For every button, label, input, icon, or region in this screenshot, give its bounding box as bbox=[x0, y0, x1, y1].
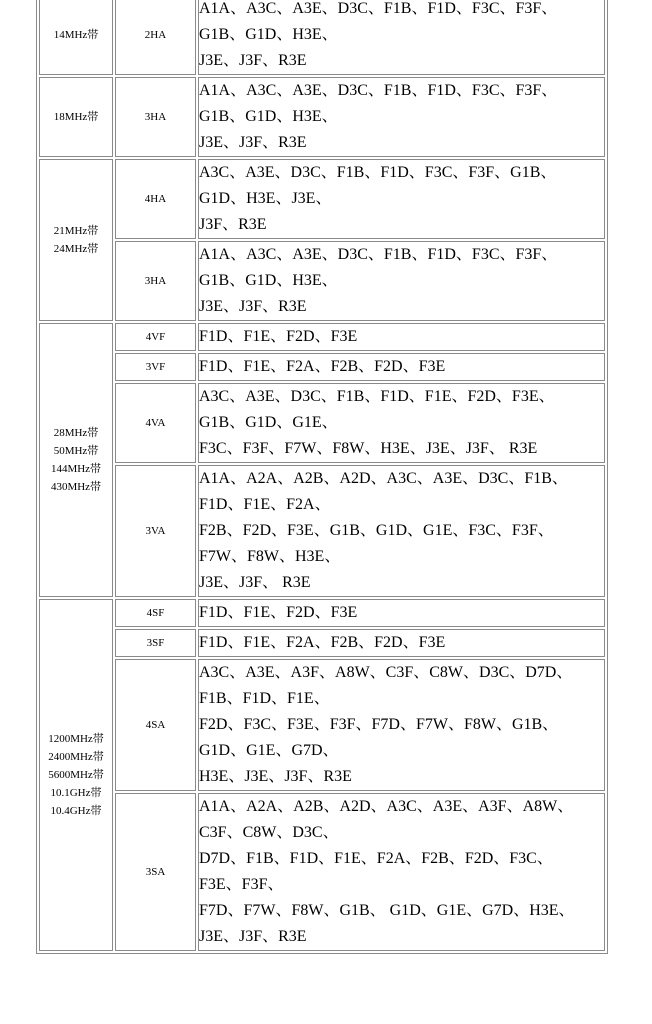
band-label: 14MHz帯 bbox=[53, 29, 99, 41]
emission-modes-line: A3C、A3E、D3C、F1B、F1D、F3C、F3F、G1B、 bbox=[199, 164, 557, 181]
emission-modes-line: J3E、J3F、 R3E bbox=[199, 574, 311, 591]
emission-modes-line: J3E、J3F、R3E bbox=[199, 134, 307, 151]
band-cell bbox=[39, 323, 113, 597]
emission-modes-line: G1D、H3E、J3E、 bbox=[199, 190, 332, 207]
emission-modes-line: J3E、J3F、R3E bbox=[199, 298, 307, 315]
emission-modes-line: H3E、J3E、J3F、R3E bbox=[199, 768, 352, 785]
emission-modes-line: F1B、F1D、F1E、 bbox=[199, 690, 330, 707]
station-class-cell: 3SF bbox=[115, 629, 196, 657]
emission-modes-line: F1D、F1E、F2A、 bbox=[199, 496, 331, 513]
emission-modes-line: G1B、G1D、H3E、 bbox=[199, 272, 338, 289]
emission-modes-line: G1D、G1E、G7D、 bbox=[199, 742, 339, 759]
station-class-cell: 4VF bbox=[115, 323, 196, 351]
emission-modes-line: F1D、F1E、F2A、F2B、F2D、F3E bbox=[199, 358, 446, 375]
station-class-cell: 2HA bbox=[115, 0, 196, 75]
emission-modes-cell bbox=[198, 323, 605, 351]
emission-modes-line: F1D、F1E、F2A、F2B、F2D、F3E bbox=[199, 634, 446, 651]
station-class-cell: 4SA bbox=[115, 659, 196, 791]
table-row bbox=[39, 353, 605, 381]
emission-modes-line: F3E、F3F、 bbox=[199, 876, 284, 893]
emission-modes-cell bbox=[198, 77, 605, 157]
band-cell bbox=[39, 159, 113, 321]
emission-modes-line: F1D、F1E、F2D、F3E bbox=[199, 328, 358, 345]
band-label: 18MHz帯 bbox=[53, 111, 99, 123]
table-row bbox=[39, 465, 605, 597]
band-label: 21MHz帯 bbox=[53, 225, 99, 237]
band-label: 2400MHz帯 bbox=[48, 751, 104, 763]
station-class-cell: 4VA bbox=[115, 383, 196, 463]
table-row bbox=[39, 0, 605, 75]
station-class-cell: 3VA bbox=[115, 465, 196, 597]
table-row bbox=[39, 629, 605, 657]
emission-modes-line: F2B、F2D、F3E、G1B、G1D、G1E、F3C、F3F、 bbox=[199, 522, 554, 539]
station-class-cell: 4SF bbox=[115, 599, 196, 627]
emission-modes-cell bbox=[198, 241, 605, 321]
band-cell bbox=[39, 0, 113, 75]
band-label: 28MHz帯 bbox=[53, 427, 99, 439]
table-row bbox=[39, 159, 605, 239]
table-body bbox=[39, 0, 605, 951]
station-class-cell: 3HA bbox=[115, 241, 196, 321]
table-row bbox=[39, 383, 605, 463]
emission-modes-cell bbox=[198, 599, 605, 627]
station-class-cell: 3HA bbox=[115, 77, 196, 157]
emission-modes-line: F1D、F1E、F2D、F3E bbox=[199, 604, 358, 621]
emission-modes-line: G1B、G1D、H3E、 bbox=[199, 108, 338, 125]
band-label: 144MHz帯 bbox=[50, 463, 102, 475]
emission-modes-line: A1A、A3C、A3E、D3C、F1B、F1D、F3C、F3F、 bbox=[199, 82, 558, 99]
emission-modes-line: F2D、F3C、F3E、F3F、F7D、F7W、F8W、G1B、 bbox=[199, 716, 559, 733]
emission-modes-cell bbox=[198, 353, 605, 381]
emission-modes-line: J3F、R3E bbox=[199, 216, 267, 233]
band-label: 1200MHz帯 bbox=[48, 733, 104, 745]
band-cell bbox=[39, 599, 113, 951]
emission-modes-line: F3C、F3F、F7W、F8W、H3E、J3E、J3F、 R3E bbox=[199, 440, 538, 457]
emission-modes-cell bbox=[198, 793, 605, 951]
emission-modes-cell bbox=[198, 383, 605, 463]
station-class-cell: 3VF bbox=[115, 353, 196, 381]
emission-modes-line: G1B、G1D、H3E、 bbox=[199, 26, 338, 43]
band-label: 430MHz帯 bbox=[50, 481, 102, 493]
emission-modes-cell bbox=[198, 159, 605, 239]
emission-modes-line: A1A、A3C、A3E、D3C、F1B、F1D、F3C、F3F、 bbox=[199, 0, 558, 17]
table-row bbox=[39, 241, 605, 321]
table-row bbox=[39, 793, 605, 951]
emission-modes-line: A1A、A3C、A3E、D3C、F1B、F1D、F3C、F3F、 bbox=[199, 246, 558, 263]
emission-modes-line: D7D、F1B、F1D、F1E、F2A、F2B、F2D、F3C、 bbox=[199, 850, 553, 867]
band-label: 10.1GHz帯 bbox=[50, 787, 102, 799]
emission-modes-line: A3C、A3E、D3C、F1B、F1D、F1E、F2D、F3E、 bbox=[199, 388, 555, 405]
emission-modes-cell bbox=[198, 629, 605, 657]
emission-modes-line: G1B、G1D、G1E、 bbox=[199, 414, 338, 431]
emission-modes-cell bbox=[198, 0, 605, 75]
band-label: 24MHz帯 bbox=[53, 243, 99, 255]
emission-modes-line: J3E、J3F、R3E bbox=[199, 52, 307, 69]
emission-modes-line: A1A、A2A、A2B、A2D、A3C、A3E、A3F、A8W、 bbox=[199, 798, 574, 815]
band-label: 10.4GHz帯 bbox=[50, 805, 102, 817]
station-class-cell: 3SA bbox=[115, 793, 196, 951]
emission-modes-line: F7W、F8W、H3E、 bbox=[199, 548, 341, 565]
emission-modes-cell bbox=[198, 465, 605, 597]
table-row bbox=[39, 77, 605, 157]
table-row bbox=[39, 599, 605, 627]
emission-modes-line: A3C、A3E、A3F、A8W、C3F、C8W、D3C、D7D、 bbox=[199, 664, 573, 681]
emission-modes-line: J3E、J3F、R3E bbox=[199, 928, 307, 945]
emission-modes-cell bbox=[198, 659, 605, 791]
emission-modes-line: F7D、F7W、F8W、G1B、 G1D、G1E、G7D、H3E、 bbox=[199, 902, 575, 919]
band-label: 50MHz帯 bbox=[53, 445, 99, 457]
band-label: 5600MHz帯 bbox=[48, 769, 104, 781]
emission-class-table bbox=[36, 0, 608, 954]
band-cell bbox=[39, 77, 113, 157]
station-class-cell: 4HA bbox=[115, 159, 196, 239]
emission-modes-line: A1A、A2A、A2B、A2D、A3C、A3E、D3C、F1B、 bbox=[199, 470, 568, 487]
table-row bbox=[39, 323, 605, 351]
table-row bbox=[39, 659, 605, 791]
emission-modes-line: C3F、C8W、D3C、 bbox=[199, 824, 339, 841]
